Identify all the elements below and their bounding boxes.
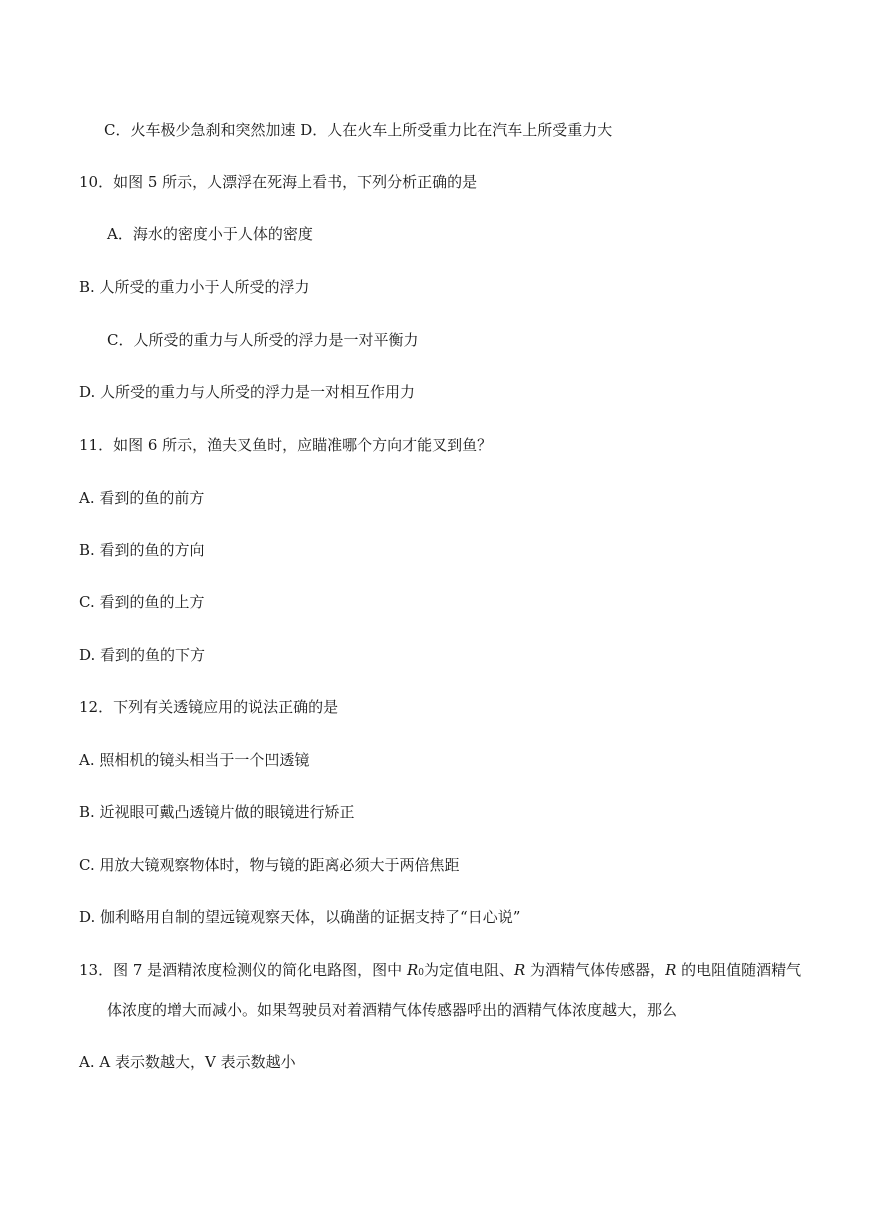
q10-option-b: B. 人所受的重力小于人所受的浮力 — [79, 278, 310, 296]
question-13-line-2: 体浓度的增大而减小。如果驾驶员对着酒精气体传感器呼出的酒精气体浓度越大，那么 — [107, 1001, 678, 1019]
q12-option-d: D. 伽利略用自制的望远镜观察天体，以确凿的证据支持了“日心说” — [79, 908, 521, 926]
q13-text-4: 的电阻值随酒精气 — [676, 961, 802, 979]
q13-text-2: 为定值电阻、 — [423, 961, 514, 979]
q13-text-3: 为酒精气体传感器， — [525, 961, 666, 979]
q10-option-a: A．海水的密度小于人体的密度 — [107, 225, 313, 243]
q12-option-a: A. 照相机的镜头相当于一个凹透镜 — [79, 751, 310, 769]
q10-option-d: D. 人所受的重力与人所受的浮力是一对相互作用力 — [79, 383, 416, 401]
question-13 — [79, 960, 801, 983]
question-10: 10．如图 5 所示，人漂浮在死海上看书，下列分析正确的是 — [79, 173, 478, 191]
q13-option-a: A. A 表示数越大，V 表示数越小 — [79, 1053, 296, 1071]
r-symbol: R — [513, 961, 526, 979]
question-12: 12．下列有关透镜应用的说法正确的是 — [79, 698, 339, 716]
q11-option-d: D. 看到的鱼的下方 — [79, 646, 206, 664]
q11-option-c: C. 看到的鱼的上方 — [79, 593, 205, 611]
r0-symbol: R0 — [406, 961, 424, 979]
q11-option-a: A. 看到的鱼的前方 — [79, 489, 205, 507]
r-symbol-2: R — [665, 961, 677, 979]
q9-option-cd: C．火车极少急刹和突然加速 D．人在火车上所受重力比在汽车上所受重力大 — [104, 121, 613, 139]
q13-text-1: 13．图 7 是酒精浓度检测仪的简化电路图，图中 — [79, 961, 407, 979]
question-11: 11．如图 6 所示，渔夫叉鱼时，应瞄准哪个方向才能叉到鱼？ — [79, 436, 493, 454]
q11-option-b: B. 看到的鱼的方向 — [79, 541, 205, 559]
q10-option-c: C．人所受的重力与人所受的浮力是一对平衡力 — [107, 331, 419, 349]
q12-option-b: B. 近视眼可戴凸透镜片做的眼镜进行矫正 — [79, 803, 355, 821]
q12-option-c: C. 用放大镜观察物体时，物与镜的距离必须大于两倍焦距 — [79, 856, 460, 874]
